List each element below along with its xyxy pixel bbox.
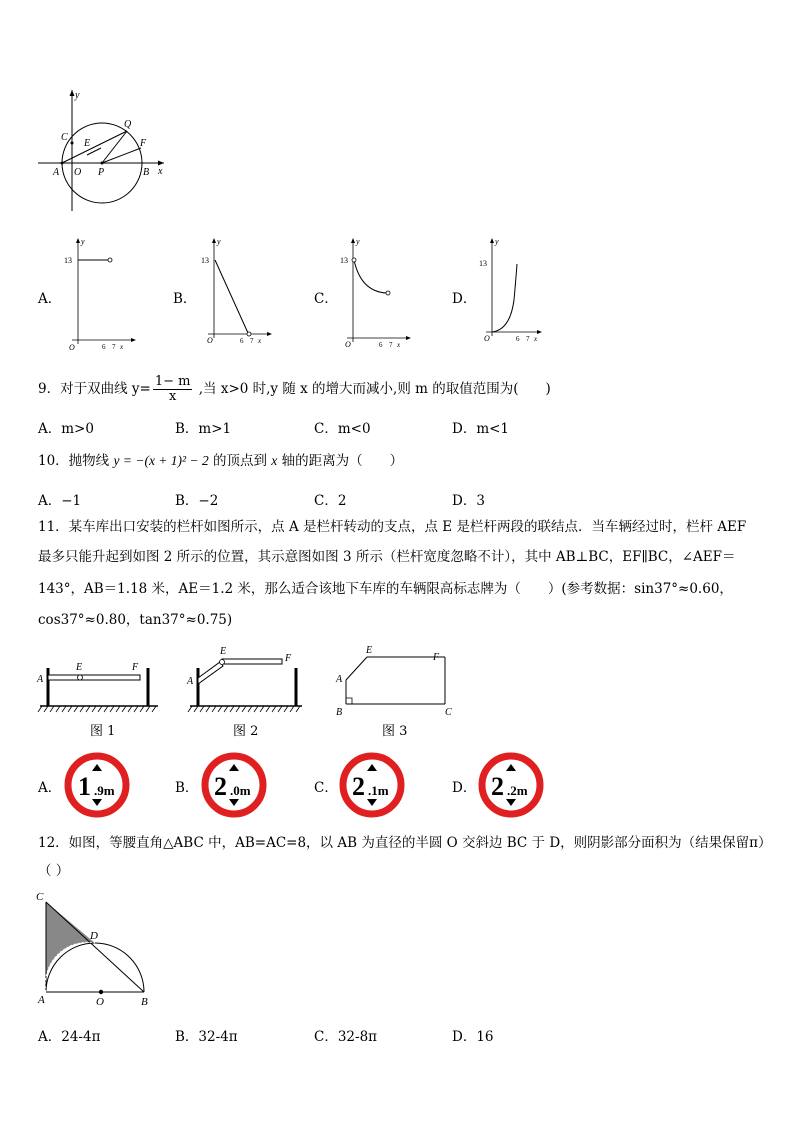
q9-frac-num: 1− m	[154, 374, 191, 389]
q8c-x: x	[397, 341, 401, 349]
q11-option-a-sign[interactable]	[64, 752, 130, 818]
q11-sign-c-big: 2	[352, 772, 365, 801]
q12-line1: 12．如图，等腰直角△ABC 中，AB=AC=8，以 AB 为直径的半圆 O 交斜边 BC 于 D，则阴影部分面积为（结果保留π）	[38, 835, 772, 851]
q8-label-x: x	[158, 166, 163, 177]
q10-formula: y = −(x + 1)² − 2	[113, 453, 209, 468]
q10-axis: x	[271, 453, 278, 468]
q9-option-c[interactable]: C．m<0	[314, 421, 371, 437]
q11-f3-a: A	[336, 674, 343, 685]
q11-sign-b-small: .0m	[230, 783, 251, 798]
q8b-7: 7	[250, 337, 254, 345]
q11-sign-a-big: 1	[78, 772, 91, 801]
q12-label-d: D	[90, 930, 98, 942]
q8-label-c: C	[61, 132, 68, 143]
q11-line3: 143°，AB＝1.18 米，AE＝1.2 米，那么适合该地下车库的车辆限高标志牌为（ ）(参考数据：sin37°≈0.60，	[38, 581, 733, 597]
q12-option-b[interactable]: B．32-4π	[175, 1029, 238, 1045]
q12-option-d[interactable]: D．16	[452, 1029, 494, 1045]
q11-f3-b: B	[336, 707, 343, 718]
q8a-o: O	[69, 343, 75, 350]
q12-option-c[interactable]: C．32-8π	[314, 1029, 378, 1045]
q9-prefix: 9．对于双曲线 y=	[38, 381, 151, 397]
q12-label-b: B	[141, 996, 148, 1008]
q8a-x: x	[120, 343, 124, 350]
q8d-6: 6	[516, 335, 520, 343]
q11-figure-1-caption: 图 1	[90, 724, 116, 739]
q10-mid: 的顶点到	[208, 453, 272, 469]
q12-option-a[interactable]: A．24-4π	[38, 1029, 101, 1045]
q9-option-b[interactable]: B．m>1	[175, 421, 232, 437]
q11-figure-3-caption: 图 3	[382, 724, 408, 739]
q11-option-d-letter[interactable]: D．	[452, 780, 477, 796]
q8b-o: O	[207, 336, 213, 345]
q8b-13: 13	[201, 256, 209, 265]
q8-label-f: F	[140, 138, 147, 149]
q8-label-a: A	[53, 167, 60, 178]
q11-line2: 最多只能升起到如图 2 所示的位置，其示意图如图 3 所示（栏杆宽度忽略不计），其中 AB⊥BC，EF∥BC，∠AEF＝	[38, 549, 736, 565]
q8-option-b-graph[interactable]	[198, 230, 278, 350]
q8b-x: x	[258, 337, 262, 345]
q8-label-o: O	[74, 167, 82, 178]
q8d-y: y	[495, 237, 499, 246]
q8a-13: 13	[64, 256, 72, 265]
q8-label-b: B	[143, 167, 150, 178]
q11-f1-a: A	[37, 674, 44, 685]
q8-option-c-letter[interactable]: C．	[314, 291, 338, 307]
q8-label-q: Q	[124, 119, 132, 130]
q10-suffix: 轴的距离为（ ）	[277, 453, 404, 469]
q8c-13: 13	[340, 256, 348, 265]
q11-option-c-sign[interactable]	[339, 752, 405, 818]
q11-option-d-sign[interactable]	[478, 752, 544, 818]
q11-sign-a-small: .9m	[94, 783, 115, 798]
q12-label-a: A	[38, 994, 45, 1006]
q11-f3-c: C	[445, 707, 452, 718]
q11-figure-2-caption: 图 2	[233, 724, 259, 739]
q8a-y: y	[81, 237, 85, 246]
q8-label-y: y	[75, 90, 80, 101]
q9-fraction	[153, 375, 193, 404]
q8-label-e: E	[84, 138, 91, 149]
q10-stem	[38, 450, 403, 472]
q8-option-c-graph[interactable]	[337, 230, 417, 350]
q11-f1-f: F	[132, 662, 139, 673]
q11-f3-f: F	[433, 652, 440, 663]
q10-option-a[interactable]: A．−1	[38, 493, 82, 509]
q11-sign-b-big: 2	[214, 772, 227, 801]
q11-figure-2	[184, 642, 308, 720]
q11-f1-e: E	[76, 662, 83, 673]
q11-line4: cos37°≈0.80，tan37°≈0.75)	[38, 612, 233, 628]
q9-suffix: ,当 x>0 时,y 随 x 的增大而减小,则 m 的取值范围为( )	[194, 381, 551, 397]
q11-sign-d-small: .2m	[507, 783, 528, 798]
q12-figure	[32, 886, 166, 1010]
q8d-13: 13	[479, 259, 487, 268]
q8a-6: 6	[102, 343, 106, 350]
q8b-6: 6	[240, 337, 244, 345]
q11-f2-e: E	[220, 646, 227, 657]
q8c-y: y	[356, 237, 360, 246]
q8-option-d-letter[interactable]: D．	[452, 291, 477, 307]
q11-f3-e: E	[366, 645, 373, 656]
q8c-6: 6	[379, 341, 383, 349]
q9-stem	[38, 374, 551, 404]
q11-option-c-letter[interactable]: C．	[314, 780, 338, 796]
q11-f2-a: A	[187, 676, 194, 687]
q12-label-c: C	[36, 891, 44, 903]
q8-label-p: P	[98, 167, 105, 178]
q8-option-a-letter[interactable]: A．	[38, 291, 62, 307]
q8c-7: 7	[389, 341, 393, 349]
q11-f2-f: F	[285, 653, 292, 664]
q9-option-a[interactable]: A．m>0	[38, 421, 94, 437]
q11-figure-1	[34, 654, 164, 720]
q8-option-a-graph[interactable]	[62, 230, 142, 350]
q8d-x: x	[534, 335, 538, 343]
q11-sign-d-big: 2	[491, 772, 504, 801]
q8-option-d-graph[interactable]	[476, 230, 556, 350]
q8b-y: y	[217, 237, 221, 246]
q10-option-c[interactable]: C．2	[314, 493, 347, 509]
q10-prefix: 10．抛物线	[38, 453, 114, 469]
q10-option-b[interactable]: B．−2	[175, 493, 219, 509]
q11-sign-c-small: .1m	[368, 783, 389, 798]
q8d-7: 7	[526, 335, 530, 343]
q8d-o: O	[484, 334, 490, 343]
q11-figure-3	[330, 640, 462, 720]
q10-option-d[interactable]: D．3	[452, 493, 485, 509]
q9-frac-den: x	[168, 389, 177, 404]
q8-option-b-letter[interactable]: B．	[173, 291, 197, 307]
q8-circle-figure	[34, 86, 170, 216]
q11-option-a-letter[interactable]: A．	[38, 780, 62, 796]
q12-label-o: O	[96, 996, 104, 1008]
q9-option-d[interactable]: D．m<1	[452, 421, 510, 437]
q12-line2: （ ）	[38, 863, 70, 879]
q11-option-b-sign[interactable]	[201, 752, 267, 818]
q11-option-b-letter[interactable]: B．	[175, 780, 199, 796]
q8c-o: O	[345, 340, 351, 349]
q8a-7: 7	[112, 343, 116, 350]
q11-line1: 11．某车库出口安装的栏杆如图所示，点 A 是栏杆转动的支点，点 E 是栏杆两段的联结点．当车辆经过时，栏杆 AEF	[38, 519, 747, 535]
